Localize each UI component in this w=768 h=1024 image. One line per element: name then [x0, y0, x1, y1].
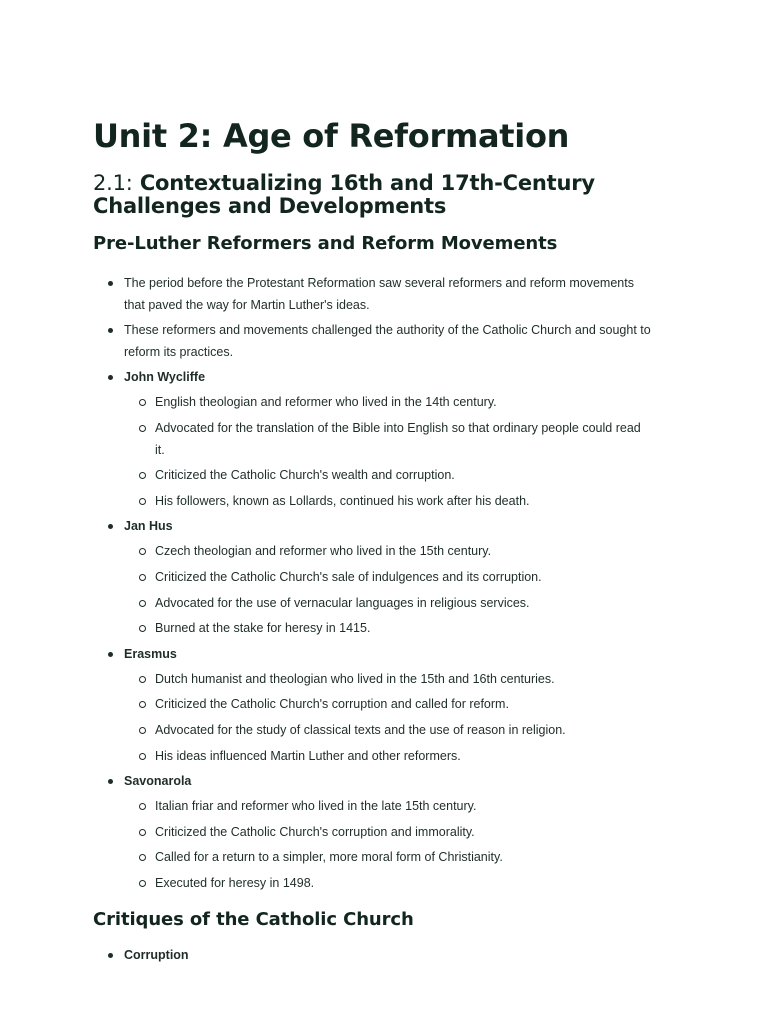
pre-luther-list	[93, 272, 653, 894]
reformer-item-hus	[93, 515, 653, 639]
reformer-name: Jan Hus	[124, 519, 173, 534]
reformer-name: Savonarola	[124, 774, 192, 789]
list-item: Burned at the stake for heresy in 1415.	[124, 617, 653, 639]
list-item: Dutch humanist and theologian who lived in the 15th and 16th centuries.	[124, 668, 653, 690]
list-item: His followers, known as Lollards, continued his work after his death.	[124, 490, 653, 512]
list-item: Advocated for the use of vernacular languages in religious services.	[124, 592, 653, 614]
list-item: Advocated for the translation of the Bible into English so that ordinary people could read it.	[124, 417, 653, 461]
list-item: Criticized the Catholic Church's corruption and immorality.	[124, 821, 653, 843]
list-item: Advocated for the study of classical texts and the use of reason in religion.	[124, 719, 653, 741]
unit-title: Unit 2: Age of Reformation	[93, 117, 570, 155]
reformer-name: Erasmus	[124, 646, 177, 661]
reformer-name: John Wycliffe	[124, 370, 206, 384]
list-item: English theologian and reformer who lived in the 14th century.	[124, 391, 653, 413]
chapter-title: Contextualizing 16th and 17th-Century Challenges and Developments	[93, 171, 595, 218]
reformer-item-savonarola	[93, 770, 653, 894]
list-item: Italian friar and reformer who lived in the late 15th century.	[124, 795, 653, 817]
list-item: Criticized the Catholic Church's wealth and corruption.	[124, 464, 653, 486]
reformer-points	[124, 668, 653, 767]
section-heading-critiques: Critiques of the Catholic Church	[93, 908, 414, 930]
chapter-number: 2.1:	[93, 171, 133, 195]
list-item: His ideas influenced Martin Luther and other reformers.	[124, 745, 653, 767]
critique-name: Corruption	[124, 947, 189, 962]
list-item: Criticized the Catholic Church's corruption and called for reform.	[124, 693, 653, 715]
reformer-points	[124, 391, 653, 512]
section-heading-pre-luther: Pre-Luther Reformers and Reform Movements	[93, 233, 558, 254]
reformer-points	[124, 795, 653, 894]
critiques-list	[93, 944, 653, 966]
reformer-item-erasmus	[93, 643, 653, 767]
list-item: Czech theologian and reformer who lived in the 15th century.	[124, 540, 653, 562]
critiques-section	[93, 908, 653, 966]
chapter-heading	[93, 172, 653, 218]
reformer-item-wycliffe	[93, 366, 653, 512]
list-item: The period before the Protestant Reformation saw several reformers and reform movements that paved the way for Martin Luther's ideas.	[93, 272, 653, 316]
list-item: These reformers and movements challenged the authority of the Catholic Church and sought to reform its practices.	[93, 319, 653, 363]
list-item	[93, 944, 653, 966]
reformer-points	[124, 540, 653, 639]
list-item: Executed for heresy in 1498.	[124, 872, 653, 894]
list-item: Criticized the Catholic Church's sale of indulgences and its corruption.	[124, 566, 653, 588]
document-page	[93, 116, 653, 969]
list-item: Called for a return to a simpler, more moral form of Christianity.	[124, 846, 653, 868]
